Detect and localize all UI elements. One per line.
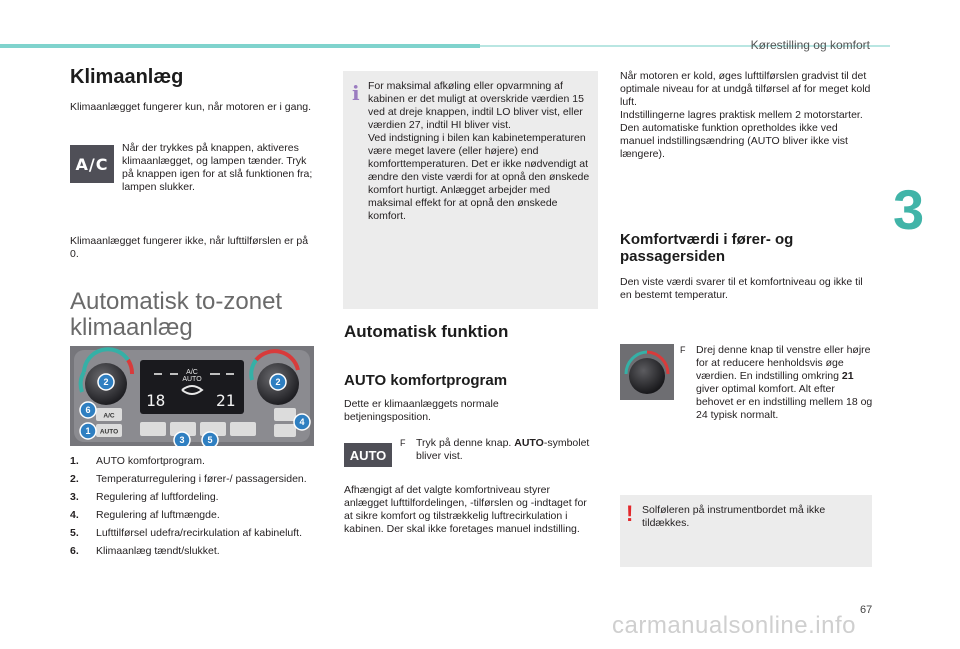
svg-text:6: 6 (85, 405, 91, 415)
list-item: 4. Regulering af luftmængde. (70, 509, 220, 521)
page-number: 67 (860, 604, 873, 616)
display-right-temp: 21 (216, 391, 236, 410)
watermark: carmanualsonline.info (612, 612, 856, 639)
ac-note: Klimaanlægget fungerer ikke, når lufttilførslen er på 0. (70, 235, 309, 260)
section-title-comfort-value: Komfortværdi i fører- og passagersiden (620, 231, 794, 265)
info-icon: i (352, 81, 360, 105)
header-accent-bar (0, 44, 480, 48)
warning-text: Solføleren på instrumentbordet må ikke tildækkes. (642, 504, 826, 529)
svg-text:2: 2 (275, 377, 281, 387)
cold-engine-text: Når motoren er kold, øges lufttilførslen gradvist til det optimale niveau for at undgå tilførsel af for meget kold luft. Indstillingerne lagres praktisk mellem 2 motorstarter. Den automatiske funktion opretholdes ikke ved manuel indstillingsændring (AUTO bliver ikke vist længere). (620, 70, 871, 160)
display-ac-label: A/C (186, 369, 198, 376)
intro-text: Klimaanlægget fungerer kun, når motoren er i gang. (70, 101, 312, 113)
subsection-title-auto-program: AUTO komfortprogram (344, 372, 508, 389)
ac-description: Når der trykkes på knappen, aktiveres klimaanlægget, og lampen tænder. Tryk på knappen igen for at slå funktionen fra; lampen slukker. (122, 142, 313, 193)
svg-text:4: 4 (299, 417, 305, 427)
info-text: For maksimal afkøling eller opvarmning af kabinen er det muligt at overskride værdien 15 ved at dreje knappen, indtil LO bliver vist, eller værdien 27, indtil HI bliver vist. Ved indstigning i bilen kan kabinetemperaturen være meget lavere (eller højere) end komforttemperaturen. Det er ikke nødvendigt at ændre den viste værdi for at opnå den ønskede komfort hurtigt. Anlægget arbejder med maksimal effekt for at opnå den ønskede komfort. (368, 80, 590, 222)
svg-text:1: 1 (85, 426, 91, 436)
list-item: 1. AUTO komfortprogram. (70, 455, 205, 467)
auto-instruction: F Tryk på denne knap. AUTO-symbolet bliver vist. (400, 437, 590, 462)
display-auto-label: AUTO (182, 376, 202, 383)
auto-button-icon: AUTO (344, 443, 392, 467)
chapter-number: 3 (893, 178, 925, 241)
section-title: Kørestilling og komfort (750, 38, 870, 52)
display-left-temp: 18 (146, 391, 166, 410)
list-item: 3. Regulering af luftfordeling. (70, 491, 219, 503)
auto-description: Dette er klimaanlæggets normale betjeningsposition. (344, 398, 499, 423)
svg-text:3: 3 (179, 435, 185, 445)
section-title-dual-zone: Automatisk to-zonet klimaanlæg (70, 288, 283, 341)
panel-legend-list (70, 455, 320, 563)
knob-instruction: F Drej denne knap til venstre eller højre for at reducere henholdsvis øge værdien. En indstilling omkring 21 giver optimal komfort. Alt efter behovet er en indstilling mellem 18 og 24 typisk normalt. (680, 344, 873, 421)
page-title: Klimaanlæg (70, 66, 184, 88)
list-item: 5. Lufttilførsel udefra/recirkulation af kabineluft. (70, 527, 303, 539)
svg-text:2: 2 (103, 377, 109, 387)
ac-button-icon: A/C (70, 145, 114, 183)
auto-explanation: Afhængigt af det valgte komfortniveau styrer anlægget lufttilfordelingen, -tilførslen og -indtaget for at sikre komfort og tilstrækkelig luftrecirkulation i kabinen. Der skal ikke foretages manuel indstilling. (344, 484, 587, 535)
temperature-knob-illustration (620, 344, 674, 400)
knob-drawing (620, 344, 674, 400)
warning-icon: ! (626, 501, 634, 526)
svg-text:AUTO: AUTO (99, 428, 119, 436)
list-item: 2. Temperaturregulering i fører-/ passagersiden. (70, 473, 307, 485)
svg-text:A/C: A/C (103, 412, 115, 420)
list-item: 6. Klimaanlæg tændt/slukket. (70, 545, 220, 557)
climate-panel-drawing (70, 346, 314, 446)
comfort-value-text: Den viste værdi svarer til et komfortniveau og ikke til en bestemt temperatur. (620, 276, 863, 301)
climate-panel-illustration (70, 346, 314, 446)
section-title-auto: Automatisk funktion (344, 322, 509, 341)
svg-text:5: 5 (207, 435, 213, 445)
